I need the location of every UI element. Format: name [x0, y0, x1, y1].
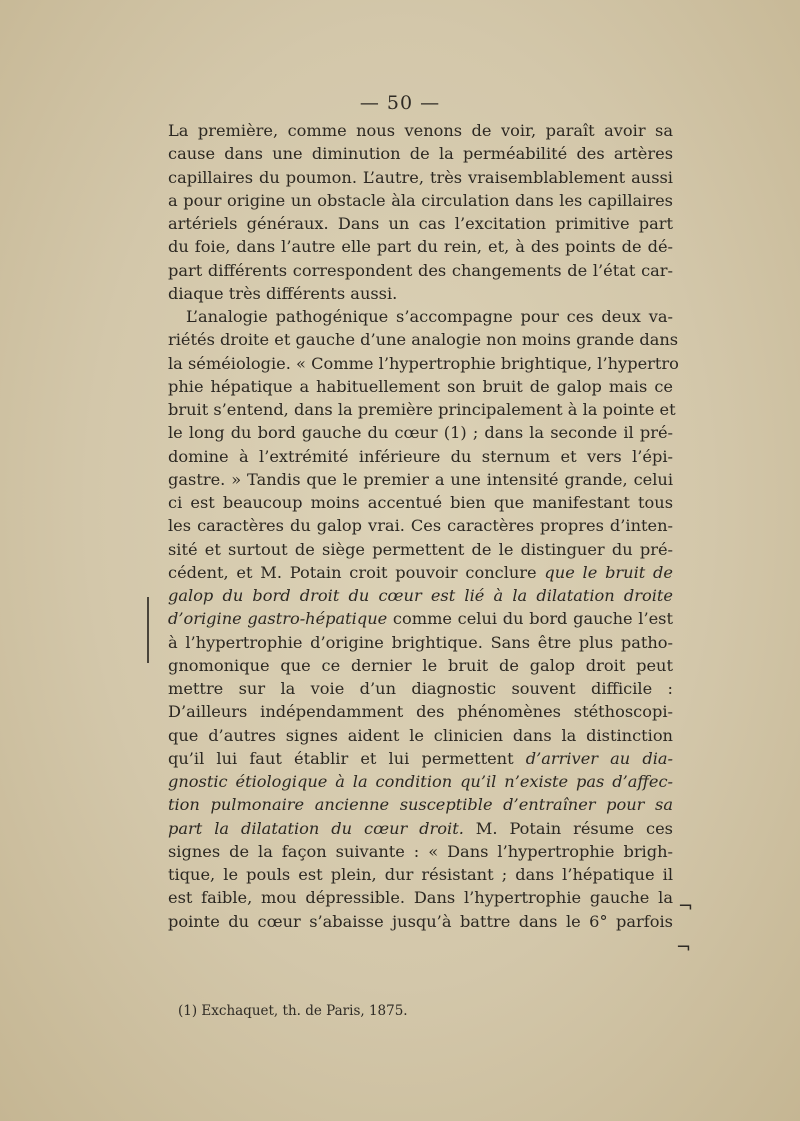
text-line: galop du bord droit du cœur est lié à la dilatation droite [168, 586, 673, 605]
text-line [168, 607, 673, 630]
text-line: à l’hypertrophie d’origine brightique. Sans être plus patho- [168, 632, 673, 652]
margin-mark: ¬ [676, 937, 692, 958]
italic-fragment: d’arriver au dia- [525, 748, 673, 768]
text-fragment: comme celui du bord gauche l’est [387, 609, 673, 629]
margin-annotation-bar [147, 597, 149, 663]
text-line: artériels généraux. Dans un cas l’excitation primitive part [168, 214, 673, 233]
text-line: domine à l’extrémité inférieure du sternum et vers l’épi- [168, 446, 673, 466]
text-line: part différents correspondent des changements de l’état car- [168, 260, 673, 280]
page-number: — 50 — [359, 92, 441, 114]
italic-fragment: part la dilatation du cœur droit. [168, 818, 464, 838]
text-line: phie hépatique a habituellement son bruit de galop mais ce [168, 376, 673, 396]
text-fragment: qu’il lui faut établir et lui permettent [168, 748, 514, 768]
text-line: la séméiologie. « Comme l’hypertrophie brightique, l’hypertro [168, 353, 679, 373]
text-fragment: M. Potain résume ces [463, 818, 673, 838]
text-line: le long du bord gauche du cœur (1) ; dans la seconde il pré- [168, 423, 673, 443]
text-line: L’analogie pathogénique s’accompagne pour ces deux va- [186, 307, 673, 326]
text-line: a pour origine un obstacle àla circulation dans les capillaires [168, 190, 673, 210]
margin-mark: ¬ [678, 896, 694, 917]
text-line: gnostic étiologique à la condition qu’il n’existe pas d’affec- [168, 772, 673, 791]
text-line [168, 747, 673, 770]
text-line: signes de la façon suivante : « Dans l’hypertrophie brigh- [168, 841, 673, 861]
text-line: tique, le pouls est plein, dur résistant ; dans l’hépatique il [168, 865, 673, 884]
text-line: capillaires du poumon. L’autre, très vraisemblablement aussi [168, 167, 673, 187]
text-line: gnomonique que ce dernier le bruit de galop droit peut [168, 655, 673, 675]
text-line: gastre. » Tandis que le premier a une intensité grande, celui [168, 469, 673, 489]
body-text [168, 119, 679, 933]
italic-fragment: que le bruit de [544, 562, 673, 582]
footnote: (1) Exchaquet, th. de Paris, 1875. [178, 1003, 408, 1019]
text-line: que d’autres signes aident le clinicien dans la distinction [168, 725, 673, 745]
text-line: ci est beaucoup moins accentué bien que manifestant tous [168, 493, 673, 512]
text-line [168, 561, 673, 584]
text-line: riétés droite et gauche d’une analogie non moins grande dans [168, 330, 679, 350]
text-line [168, 817, 673, 840]
text-line: La première, comme nous venons de voir, paraît avoir sa [168, 121, 673, 140]
text-line: D’ailleurs indépendamment des phénomènes stéthoscopi- [168, 702, 673, 722]
text-line: est faible, mou dépressible. Dans l’hypertrophie gauche la [168, 888, 673, 908]
text-fragment: cédent, et M. Potain croit pouvoir conclure [168, 562, 537, 582]
text-line: mettre sur la voie d’un diagnostic souvent difficile : [168, 679, 673, 698]
text-line: bruit s’entend, dans la première principalement à la pointe et [168, 400, 676, 419]
italic-fragment: d’origine gastro-hépatique [168, 609, 388, 629]
text-line: cause dans une diminution de la perméabilité des artères [168, 144, 673, 164]
text-line: du foie, dans l’autre elle part du rein, et, à des points de dé- [168, 237, 673, 257]
text-line: tion pulmonaire ancienne susceptible d’entraîner pour sa [168, 795, 673, 815]
text-line: sité et surtout de siège permettent de le distinguer du pré- [168, 539, 673, 559]
text-line: les caractères du galop vrai. Ces caractères propres d’inten- [168, 516, 673, 536]
text-line: diaque très différents aussi. [168, 283, 398, 303]
text-line: pointe du cœur s’abaisse jusqu’à battre dans le 6° parfois [168, 911, 673, 931]
